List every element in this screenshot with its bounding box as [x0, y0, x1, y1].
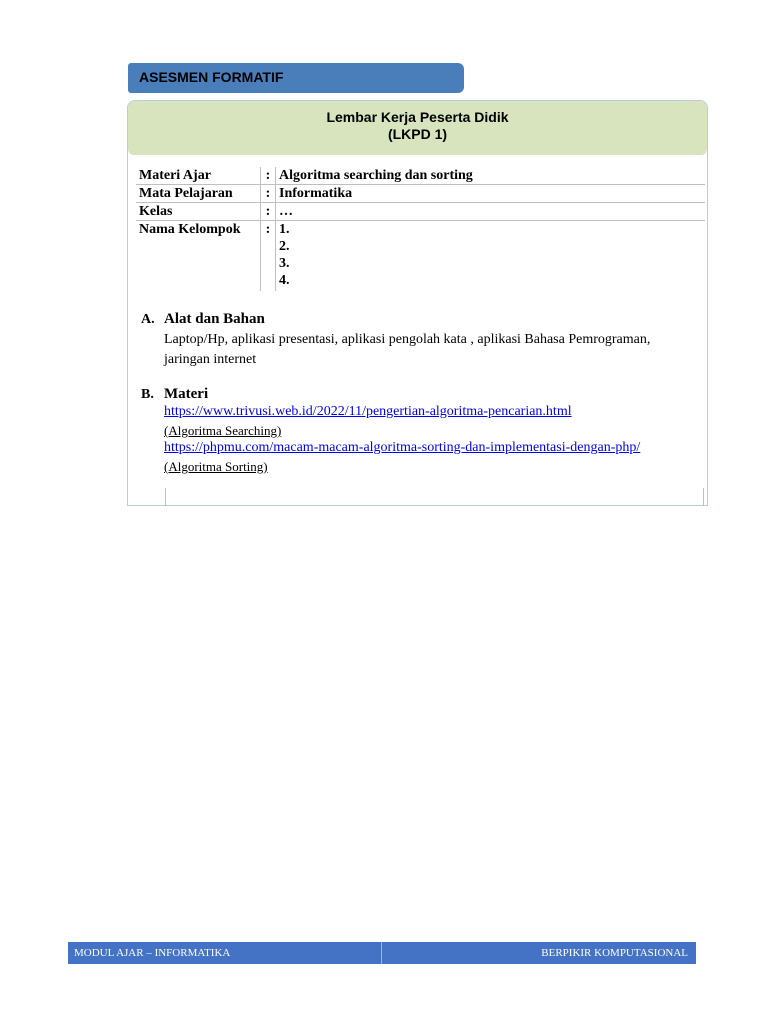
list-item: 1. — [279, 222, 290, 237]
link-searching[interactable]: https://www.trivusi.web.id/2022/11/pengertian-algoritma-pencarian.html — [164, 404, 572, 419]
info-table — [136, 167, 705, 291]
kelompok-label: Nama Kelompok — [136, 221, 261, 292]
separator: : — [261, 203, 276, 221]
list-item: 2. — [279, 239, 290, 254]
footer-left: MODUL AJAR – INFORMATIKA — [74, 947, 231, 959]
kelompok-list — [276, 221, 706, 292]
section-b-letter: B. — [141, 387, 154, 402]
footer-divider — [381, 942, 382, 964]
materi-label: Materi Ajar — [136, 167, 261, 185]
table-row — [136, 203, 705, 221]
card-subtitle: (LKPD 1) — [387, 126, 448, 142]
section-a-line2: jaringan internet — [164, 352, 257, 367]
section-banner — [128, 63, 464, 93]
mapel-value: Informatika — [276, 185, 706, 203]
kelas-value: … — [276, 203, 706, 221]
card-header — [128, 101, 707, 155]
table-row — [136, 221, 705, 292]
footer-right: BERPIKIR KOMPUTASIONAL — [541, 947, 688, 959]
link-sorting[interactable]: https://phpmu.com/macam-macam-algoritma-sorting-dan-implementasi-dengan-php/ — [164, 440, 641, 455]
section-a-line1: Laptop/Hp, aplikasi presentasi, aplikasi pengolah kata , aplikasi Bahasa Pemrograman, — [164, 332, 651, 347]
list-item: 4. — [279, 273, 290, 288]
table-row — [136, 185, 705, 203]
list-item: 3. — [279, 256, 290, 271]
materi-value: Algoritma searching dan sorting — [276, 167, 706, 185]
table-rule-left — [165, 488, 166, 506]
card-title: Lembar Kerja Peserta Didik — [326, 109, 509, 125]
page-footer — [68, 942, 696, 964]
separator: : — [261, 167, 276, 185]
section-b-title: Materi — [164, 386, 209, 402]
section-a-letter: A. — [141, 312, 155, 327]
section-a-title: Alat dan Bahan — [164, 311, 265, 327]
table-rule-right — [703, 488, 704, 506]
separator: : — [261, 221, 276, 292]
note-sorting: (Algoritma Sorting) — [164, 459, 268, 474]
kelas-label: Kelas — [136, 203, 261, 221]
section-label: ASESMEN FORMATIF — [139, 69, 284, 85]
table-row — [136, 167, 705, 185]
mapel-label: Mata Pelajaran — [136, 185, 261, 203]
note-searching: (Algoritma Searching) — [164, 423, 282, 438]
separator: : — [261, 185, 276, 203]
